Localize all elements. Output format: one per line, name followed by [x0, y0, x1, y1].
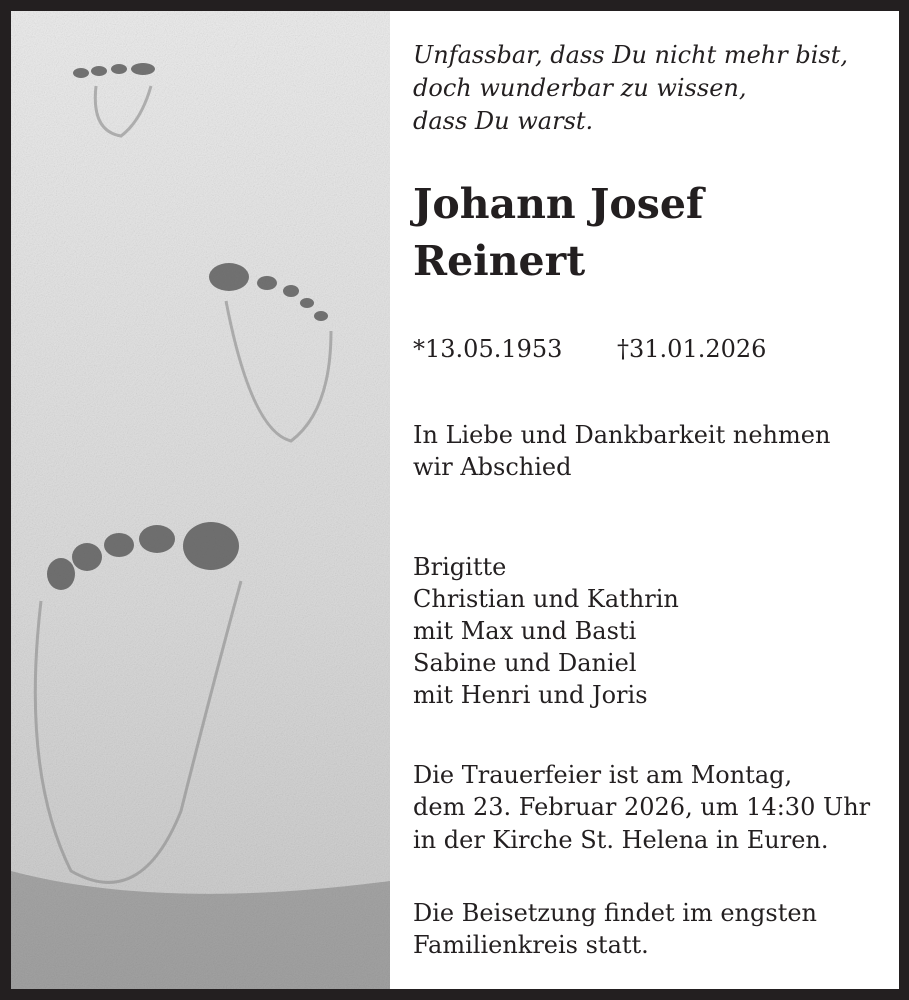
farewell-line: wir Abschied: [413, 453, 572, 481]
burial-info: Familienkreis statt.: [413, 931, 649, 959]
funeral-info: dem 23. Februar 2026, um 14:30 Uhr: [413, 793, 871, 821]
family-member: mit Henri und Joris: [413, 681, 648, 709]
quote-line: doch wunderbar zu wissen,: [413, 74, 747, 102]
obituary-card: [11, 11, 899, 989]
family-member: mit Max und Basti: [413, 617, 637, 645]
deceased-surname: Reinert: [413, 237, 586, 285]
death-date: †31.01.2026: [617, 335, 767, 363]
deceased-name: Johann Josef: [413, 180, 704, 228]
family-member: Brigitte: [413, 553, 507, 581]
farewell-line: In Liebe und Dankbarkeit nehmen: [413, 421, 831, 449]
family-member: Christian und Kathrin: [413, 585, 679, 613]
family-member: Sabine und Daniel: [413, 649, 637, 677]
funeral-info: in der Kirche St. Helena in Euren.: [413, 826, 829, 854]
quote-line: dass Du warst.: [413, 107, 594, 135]
footprints-in-sand-photo: [11, 11, 390, 989]
quote-line: Unfassbar, dass Du nicht mehr bist,: [413, 41, 848, 69]
funeral-info: Die Trauerfeier ist am Montag,: [413, 761, 793, 789]
burial-info: Die Beisetzung findet im engsten: [413, 899, 817, 927]
birth-date: *13.05.1953: [413, 335, 563, 363]
